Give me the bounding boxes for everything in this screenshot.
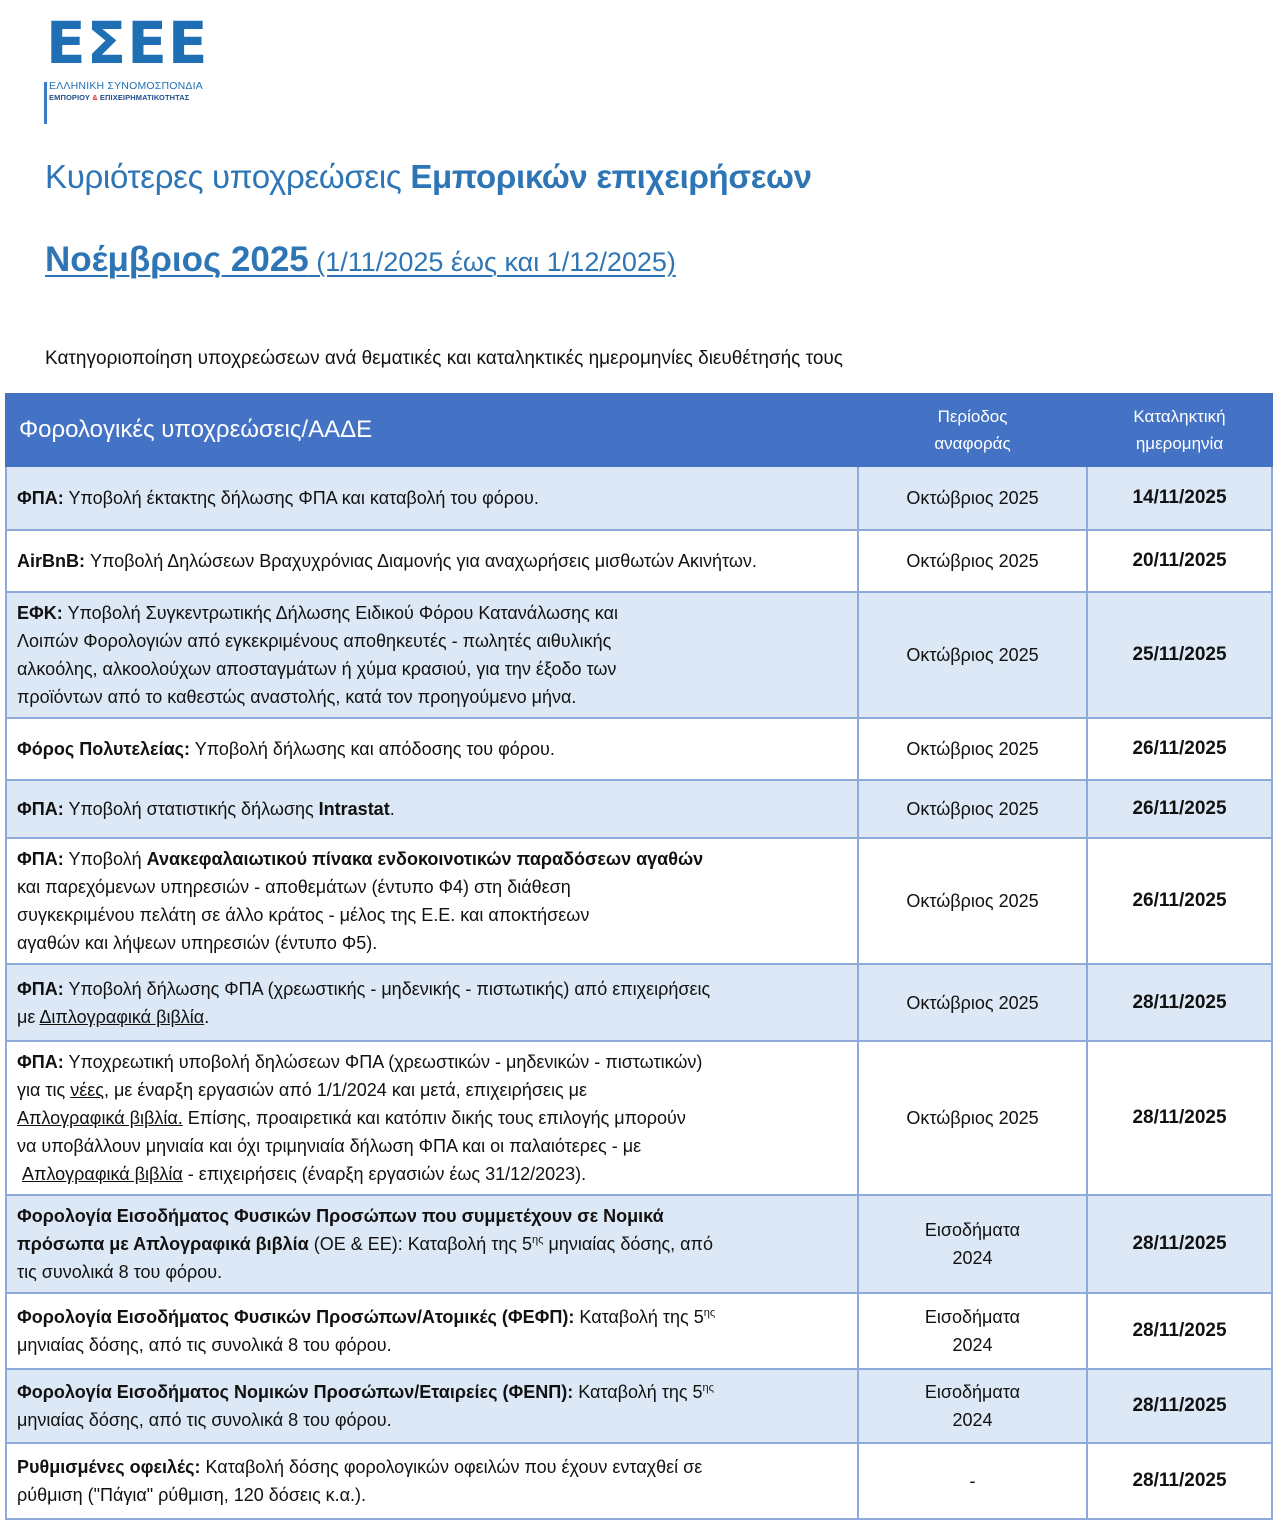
obligation-text: Υποβολή Δηλώσεων Βραχυχρόνιας Διαμονής για αναχωρήσεις μισθωτών Ακινήτων. — [85, 551, 757, 571]
logo-tagline-2a: ΕΜΠΟΡΙΟΥ — [49, 93, 91, 102]
table-row — [6, 718, 1272, 780]
obligation-bold-term: Ανακεφαλαιωτικού πίνακα ενδοκοινοτικών παραδόσεων αγαθών — [146, 849, 704, 869]
period-cell: Οκτώβριος 2025 — [858, 466, 1087, 530]
deadline-cell: 28/11/2025 — [1087, 1041, 1272, 1195]
deadline-cell: 28/11/2025 — [1087, 1443, 1272, 1519]
header-deadline — [1087, 394, 1272, 466]
logo-tagline-2 — [49, 93, 189, 102]
header-section: Φορολογικές υποχρεώσεις/ΑΑΔΕ — [6, 394, 858, 466]
obligation-label: ΦΠΑ: — [17, 488, 64, 508]
obligation-text: μηνιαίας δόσης, από τις συνολικά 8 του φόρου. — [17, 1410, 392, 1430]
table-row — [6, 1369, 1272, 1443]
deadline-cell: 28/11/2025 — [1087, 1293, 1272, 1369]
period-l2: 2024 — [952, 1248, 993, 1268]
ordinal-suffix: ης — [702, 1382, 714, 1394]
period-cell: Οκτώβριος 2025 — [858, 780, 1087, 838]
table-row — [6, 964, 1272, 1041]
obligation-label: Φορολογία Εισοδήματος Νομικών Προσώπων/Εταιρείες (ΦΕΝΠ): — [17, 1382, 574, 1402]
period-cell: Οκτώβριος 2025 — [858, 964, 1087, 1041]
deadline-cell: 20/11/2025 — [1087, 530, 1272, 592]
deadline-cell: 25/11/2025 — [1087, 592, 1272, 718]
logo-ampersand: & — [92, 93, 98, 102]
obligation-label: ΕΦΚ: — [17, 603, 63, 623]
obligation-underlined-term: νέες — [70, 1080, 104, 1100]
deadline-cell: 26/11/2025 — [1087, 838, 1272, 964]
table-row — [6, 838, 1272, 964]
obligation-text: μηνιαίας δόσης, από — [543, 1234, 713, 1254]
period-l2: 2024 — [952, 1410, 993, 1430]
deadline-cell: 26/11/2025 — [1087, 718, 1272, 780]
obligation-cell — [6, 466, 858, 530]
obligation-cell — [6, 592, 858, 718]
period-cell: - — [858, 1443, 1087, 1519]
period-range: (1/11/2025 έως και 1/12/2025) — [308, 247, 676, 277]
esee-logo — [44, 9, 209, 124]
table-row — [6, 780, 1272, 838]
header-deadline-l1: Καταληκτική — [1133, 407, 1226, 426]
obligation-text: Καταβολή δόσης φορολογικών οφειλών που έχουν ενταχθεί σε — [200, 1457, 703, 1477]
page-subtitle: Κατηγοριοποίηση υποχρεώσεων ανά θεματικές και καταληκτικές ημερομηνίες διευθέτησής τους — [45, 348, 843, 369]
obligation-text: τις συνολικά 8 του φόρου. — [17, 1262, 223, 1282]
obligation-text: να υποβάλλουν μηνιαία και όχι τριμηνιαία δήλωση ΦΠΑ και οι παλαιότερες - με — [17, 1136, 642, 1156]
obligation-label: Φορολογία Εισοδήματος Φυσικών Προσώπων/Ατομικές (ΦΕΦΠ): — [17, 1307, 575, 1327]
logo-accent-bar — [44, 82, 47, 124]
header-period-l1: Περίοδος — [937, 407, 1008, 426]
deadline-cell: 14/11/2025 — [1087, 466, 1272, 530]
logo-mark: ΕΣΕΕ — [46, 9, 209, 77]
obligation-text: συγκεκριμένου πελάτη σε άλλο κράτος - μέλος της Ε.Ε. και αποκτήσεων — [17, 905, 590, 925]
period-l1: Εισοδήματα — [924, 1382, 1021, 1402]
deadline-cell: 26/11/2025 — [1087, 780, 1272, 838]
obligation-label: ΦΠΑ: — [17, 849, 64, 869]
obligation-text: Υποβολή Συγκεντρωτικής Δήλωσης Ειδικού Φόρου Κατανάλωσης και — [62, 603, 618, 623]
header-period-l2: αναφοράς — [934, 434, 1011, 453]
obligation-cell — [6, 964, 858, 1041]
table-row — [6, 530, 1272, 592]
table-row — [6, 466, 1272, 530]
obligation-text: Υποχρεωτική υποβολή δηλώσεων ΦΠΑ (χρεωστικών - μηδενικών - πιστωτικών) — [63, 1052, 703, 1072]
logo-tagline-1: ΕΛΛΗΝΙΚΗ ΣΥΝΟΜΟΣΠΟΝΔΙΑ — [49, 80, 203, 92]
page-title — [45, 158, 812, 196]
obligation-label: πρόσωπα με Απλογραφικά βιβλία — [17, 1234, 309, 1254]
obligation-text: προϊόντων από το καθεστώς αναστολής, κατά τον προηγούμενο μήνα. — [17, 687, 577, 707]
period-cell: Οκτώβριος 2025 — [858, 718, 1087, 780]
obligation-cell — [6, 718, 858, 780]
period-l2: 2024 — [952, 1335, 993, 1355]
obligation-cell — [6, 780, 858, 838]
obligation-text: Υποβολή δήλωσης και απόδοσης του φόρου. — [190, 739, 555, 759]
period-cell: Οκτώβριος 2025 — [858, 838, 1087, 964]
obligations-table — [5, 393, 1273, 1520]
table-row — [6, 1041, 1272, 1195]
table-row — [6, 1293, 1272, 1369]
period-cell: Οκτώβριος 2025 — [858, 592, 1087, 718]
obligation-label: ΦΠΑ: — [17, 978, 64, 999]
obligation-label: Ρυθμισμένες οφειλές: — [17, 1457, 201, 1477]
obligation-text: Καταβολή της 5 — [574, 1307, 704, 1327]
obligation-label: ΦΠΑ: — [17, 1052, 64, 1072]
obligation-cell — [6, 838, 858, 964]
obligation-label: ΦΠΑ: — [17, 799, 64, 819]
obligation-underlined-term: Απλογραφικά βιβλία — [22, 1164, 183, 1184]
period-cell: Οκτώβριος 2025 — [858, 530, 1087, 592]
table-header-row — [6, 394, 1272, 466]
period-l1: Εισοδήματα — [924, 1307, 1021, 1327]
ordinal-suffix: ης — [703, 1307, 716, 1319]
period-cell — [858, 1293, 1087, 1369]
period-cell — [858, 1369, 1087, 1443]
title-regular: Κυριότερες υποχρεώσεις — [45, 158, 411, 195]
obligation-text: με — [17, 1006, 40, 1027]
obligation-cell — [6, 1293, 858, 1369]
period-month: Νοέμβριος 2025 — [45, 240, 309, 279]
deadline-cell: 28/11/2025 — [1087, 1195, 1272, 1293]
obligation-text: αγαθών και λήψεων υπηρεσιών (έντυπο Φ5). — [17, 933, 378, 953]
obligation-text: Καταβολή της 5 — [573, 1382, 703, 1402]
period-l1: Εισοδήματα — [924, 1220, 1021, 1240]
ordinal-suffix: ης — [532, 1234, 544, 1246]
obligation-text: Λοιπών Φορολογιών από εγκεκριμένους αποθηκευτές - πωλητές αιθυλικής — [17, 631, 612, 651]
obligation-underlined-term: Διπλογραφικά βιβλία — [39, 1006, 205, 1027]
obligation-text: μηνιαίας δόσης, από τις συνολικά 8 του φόρου. — [17, 1335, 392, 1355]
obligation-text: Υποβολή στατιστικής δήλωσης — [63, 799, 319, 819]
deadline-cell: 28/11/2025 — [1087, 1369, 1272, 1443]
obligation-cell — [6, 1041, 858, 1195]
obligation-text: , με έναρξη εργασιών από 1/1/2024 και μετά, επιχειρήσεις με — [103, 1080, 588, 1100]
logo-tagline-2b: ΕΠΙΧΕΙΡΗΜΑΤΙΚΟΤΗΤΑΣ — [99, 93, 190, 102]
obligation-text: για τις — [17, 1080, 71, 1100]
period-heading — [45, 240, 676, 280]
table-row — [6, 1195, 1272, 1293]
obligation-text: (ΟΕ & ΕΕ): Καταβολή της 5 — [308, 1234, 533, 1254]
obligation-text: Υποβολή δήλωσης ΦΠΑ (χρεωστικής - μηδενικής - πιστωτικής) από επιχειρήσεις — [63, 978, 711, 999]
obligation-text: - επιχειρήσεις (έναρξη εργασιών έως 31/12/2023). — [182, 1164, 587, 1184]
deadline-cell: 28/11/2025 — [1087, 964, 1272, 1041]
period-cell — [858, 1195, 1087, 1293]
obligation-text: . — [204, 1006, 210, 1027]
table-row — [6, 592, 1272, 718]
obligation-bold-term: Intrastat — [318, 799, 390, 819]
obligation-text: ρύθμιση ("Πάγια" ρύθμιση, 120 δόσεις κ.α.). — [17, 1485, 367, 1505]
obligation-cell — [6, 530, 858, 592]
obligation-label: Φορολογία Εισοδήματος Φυσικών Προσώπων που συμμετέχουν σε Νομικά — [17, 1206, 664, 1226]
obligation-underlined-term: Απλογραφικά βιβλία. — [17, 1108, 183, 1128]
header-period — [858, 394, 1087, 466]
title-bold: Εμπορικών επιχειρήσεων — [410, 158, 812, 195]
obligation-text: Υποβολή — [63, 849, 147, 869]
table-row — [6, 1443, 1272, 1519]
obligation-text: αλκοόλης, αλκοολούχων αποσταγμάτων ή χύμα κρασιού, για την έξοδο των — [17, 659, 617, 679]
obligation-text: . — [389, 799, 395, 819]
period-cell: Οκτώβριος 2025 — [858, 1041, 1087, 1195]
obligation-cell — [6, 1369, 858, 1443]
header-deadline-l2: ημερομηνία — [1135, 434, 1224, 453]
obligation-label: Φόρος Πολυτελείας: — [17, 739, 191, 759]
obligation-text: και παρεχόμενων υπηρεσιών - αποθεμάτων (έντυπο Φ4) στη διάθεση — [17, 877, 571, 897]
obligation-text: Επίσης, προαιρετικά και κατόπιν δικής τους επιλογής μπορούν — [182, 1108, 686, 1128]
obligation-text: Υποβολή έκτακτης δήλωσης ΦΠΑ και καταβολή του φόρου. — [63, 488, 539, 508]
obligation-label: AirBnB: — [17, 551, 85, 571]
obligation-cell — [6, 1443, 858, 1519]
obligation-cell — [6, 1195, 858, 1293]
